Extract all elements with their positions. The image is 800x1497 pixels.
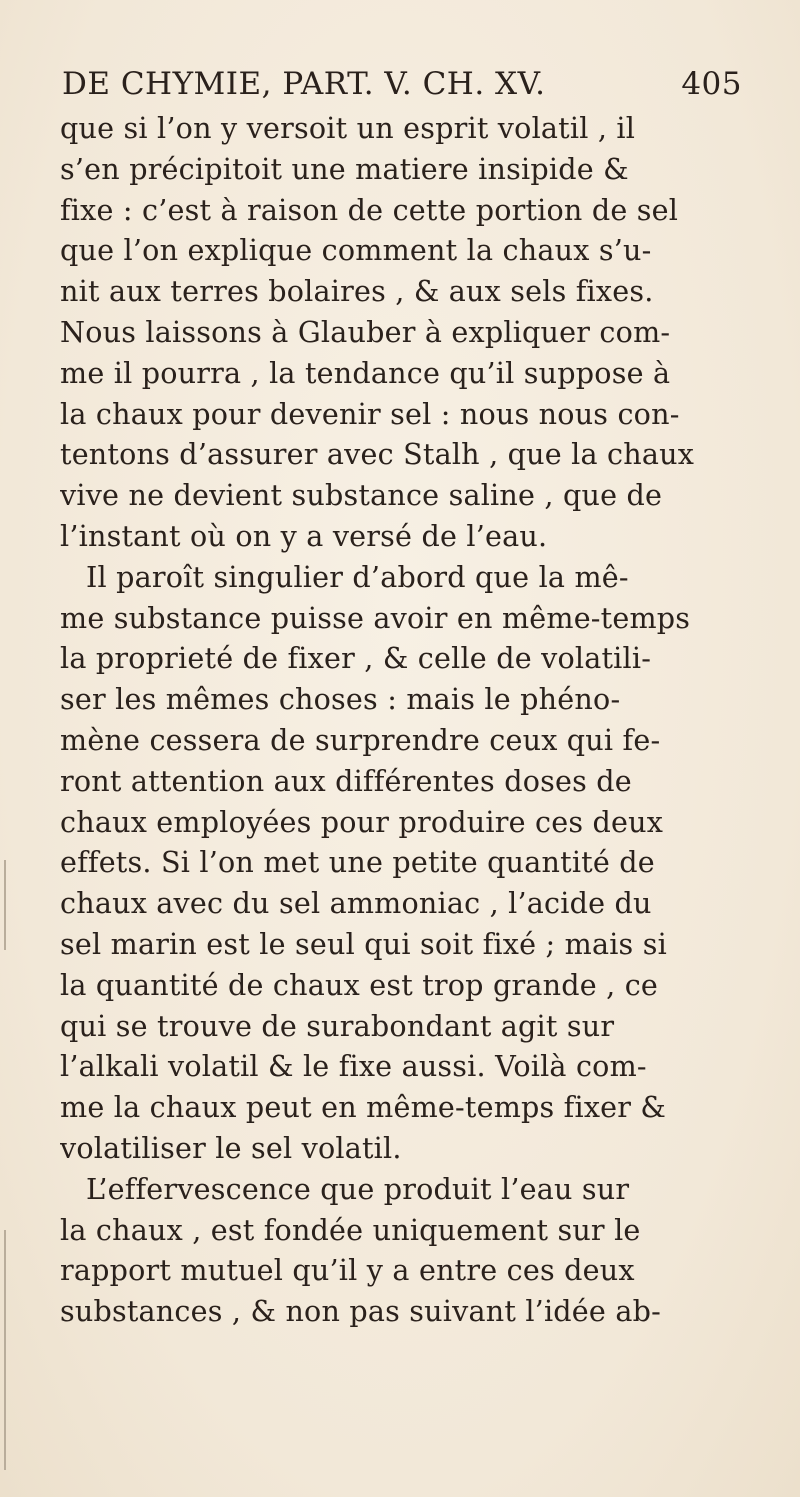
text-line: s’en précipitoit une matiere insipide & (60, 151, 629, 186)
text-line: la quantité de chaux est trop grande , ce (60, 967, 659, 1002)
text-line: la proprieté de fixer , & celle de volatili- (60, 641, 652, 676)
binding-edge-mark (4, 1230, 6, 1470)
text-line: fixe : c’est à raison de cette portion de sel (60, 192, 679, 227)
body-text (60, 108, 752, 1332)
text-line: la chaux , est fondée uniquement sur le (60, 1212, 641, 1247)
text-line: l’instant où on y a versé de l’eau. (60, 518, 548, 553)
text-line: que si l’on y versoit un esprit volatil , il (60, 111, 636, 145)
text-line: effets. Si l’on met une petite quantité de (60, 845, 655, 880)
text-line: vive ne devient substance saline , que de (60, 478, 663, 513)
text-line: chaux employées pour produire ces deux (60, 804, 664, 839)
text-line: substances , & non pas suivant l’idée ab- (60, 1294, 661, 1329)
running-title: DE CHYMIE, PART. V. CH. XV. (62, 66, 546, 102)
text-line: ser les mêmes choses : mais le phéno- (60, 682, 621, 717)
paragraph-start-line: L’effervescence que produit l’eau sur (86, 1171, 630, 1206)
binding-edge-mark (4, 860, 6, 950)
paragraph-start-line: Il paroît singulier d’abord que la mê- (86, 559, 629, 594)
text-line: me la chaux peut en même-temps fixer & (60, 1090, 667, 1125)
text-line: nit aux terres bolaires , & aux sels fixes. (60, 274, 654, 309)
text-line: mène cessera de surprendre ceux qui fe- (60, 722, 661, 757)
text-line: rapport mutuel qu’il y a entre ces deux (60, 1253, 635, 1288)
text-line: tentons d’assurer avec Stalh , que la chaux (60, 437, 695, 472)
running-header (62, 66, 742, 110)
text-line: sel marin est le seul qui soit fixé ; mais si (60, 926, 667, 961)
text-line: Nous laissons à Glauber à expliquer com- (60, 314, 671, 349)
text-line: me substance puisse avoir en même-temps (60, 600, 691, 635)
text-line: que l’on explique comment la chaux s’u- (60, 233, 652, 268)
text-line: l’alkali volatil & le fixe aussi. Voilà com- (60, 1049, 647, 1084)
text-line: me il pourra , la tendance qu’il suppose à (60, 355, 671, 390)
text-line: qui se trouve de surabondant agit sur (60, 1008, 615, 1043)
text-line: ront attention aux différentes doses de (60, 763, 632, 798)
text-line: chaux avec du sel ammoniac , l’acide du (60, 886, 652, 921)
page-number: 405 (681, 66, 742, 102)
text-line: volatiliser le sel volatil. (60, 1130, 402, 1165)
text-line: la chaux pour devenir sel : nous nous con- (60, 396, 680, 431)
